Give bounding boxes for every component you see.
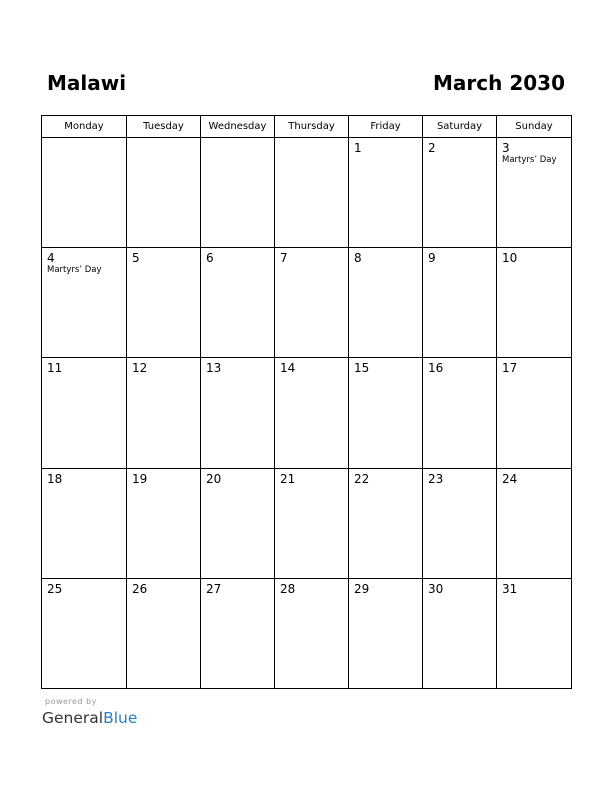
day-cell [497,248,572,358]
holiday-label: Martyrs’ Day [502,155,557,165]
week-row [42,138,572,248]
powered-by-text: powered by [45,697,97,706]
day-number: 21 [280,471,296,486]
day-cell [497,138,572,248]
day-cell [349,468,423,578]
day-number: 9 [428,251,436,266]
day-number: 27 [206,581,222,596]
day-cell [423,358,497,468]
brand-general-text: General [42,709,104,727]
day-number: 26 [132,581,148,596]
week-row [42,578,572,688]
day-cell [127,578,201,688]
day-cell [42,468,127,578]
day-number: 12 [132,361,148,376]
brand-blue-text: Blue [103,709,138,727]
day-cell [42,358,127,468]
weekday-header: Friday [349,116,423,138]
day-cell [275,358,349,468]
day-number: 28 [280,581,296,596]
day-cell [127,358,201,468]
day-number: 22 [354,471,370,486]
day-number: 10 [502,251,518,266]
day-number: 17 [502,361,518,376]
day-number: 31 [502,581,518,596]
day-cell [497,468,572,578]
footer-logo [42,697,137,728]
day-cell [423,138,497,248]
week-row [42,468,572,578]
day-number: 4 [47,251,55,266]
day-cell [201,578,275,688]
day-cell [201,248,275,358]
day-cell [423,248,497,358]
weekday-header: Thursday [275,116,349,138]
day-number: 7 [280,251,288,266]
day-number: 23 [428,471,444,486]
day-number: 14 [280,361,296,376]
day-cell [497,578,572,688]
day-number: 1 [354,141,362,155]
weekday-header-row [42,116,572,138]
day-cell [349,358,423,468]
day-cell [423,468,497,578]
day-number: 3 [502,141,510,155]
weekday-header: Saturday [423,116,497,138]
country-title: Malawi [47,71,127,95]
day-cell [497,358,572,468]
weekday-header: Wednesday [201,116,275,138]
day-number: 19 [132,471,148,486]
day-number: 20 [206,471,222,486]
calendar-grid [41,115,572,689]
day-cell [275,138,349,248]
day-cell [42,138,127,248]
day-cell [349,248,423,358]
day-cell [201,468,275,578]
brand-logo [42,708,137,728]
day-number: 24 [502,471,518,486]
day-cell [423,578,497,688]
day-number: 11 [47,361,63,376]
day-number: 13 [206,361,222,376]
day-cell [127,138,201,248]
day-cell [42,248,127,358]
day-number: 8 [354,251,362,266]
day-cell [127,468,201,578]
day-cell [275,578,349,688]
day-number: 15 [354,361,370,376]
weekday-header: Sunday [497,116,572,138]
day-cell [201,138,275,248]
day-cell [349,138,423,248]
day-cell [127,248,201,358]
day-number: 2 [428,141,436,155]
day-number: 25 [47,581,63,596]
day-cell [275,248,349,358]
month-title: March 2030 [433,71,565,95]
weekday-header: Monday [42,116,127,138]
week-row [42,358,572,468]
day-cell [349,578,423,688]
weekday-header: Tuesday [127,116,201,138]
holiday-label: Martyrs’ Day [47,265,102,276]
day-number: 29 [354,581,370,596]
day-number: 30 [428,581,444,596]
day-cell [275,468,349,578]
day-number: 16 [428,361,444,376]
day-number: 5 [132,251,140,266]
day-number: 18 [47,471,63,486]
day-cell [42,578,127,688]
day-cell [201,358,275,468]
week-row [42,248,572,358]
day-number: 6 [206,251,214,266]
